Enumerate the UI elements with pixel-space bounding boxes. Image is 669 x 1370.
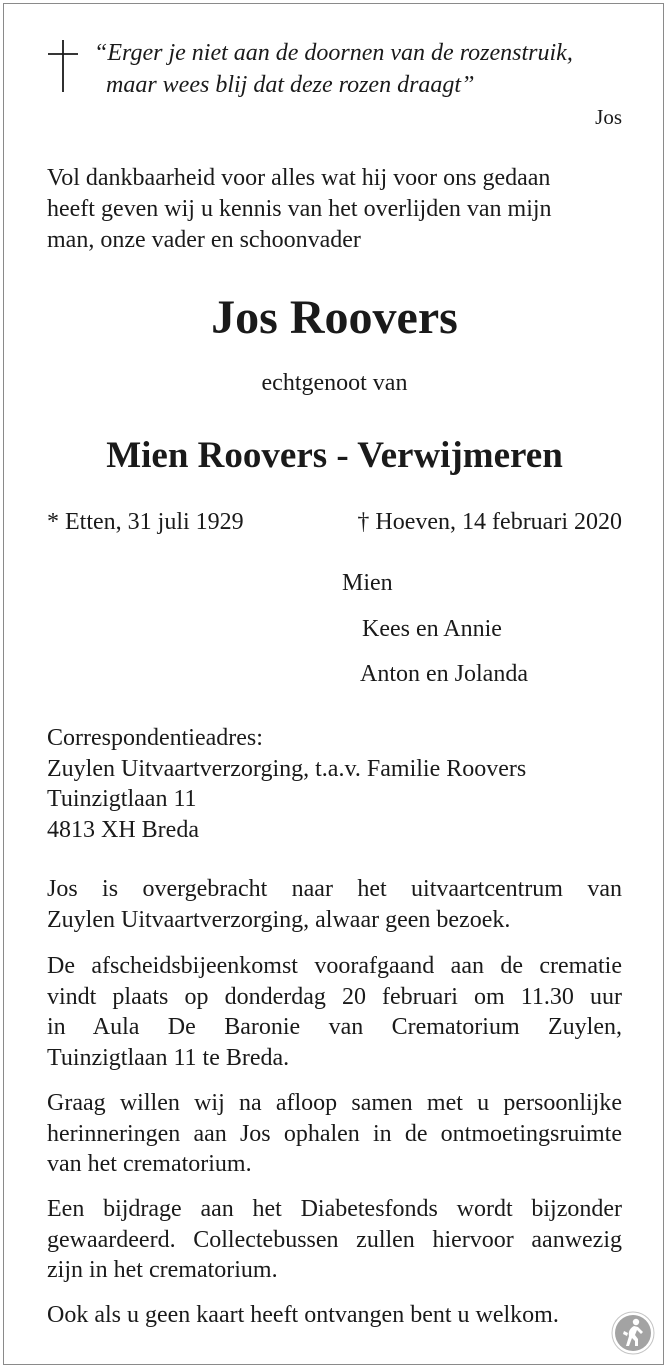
paragraph-line: Tuinzigtlaan 11 te Breda. bbox=[47, 1044, 290, 1071]
paragraph-transfer bbox=[47, 874, 622, 935]
paragraph-line: Graag willen wij na afloop samen met u persoonlijke bbox=[47, 1090, 622, 1116]
paragraph-ceremony bbox=[47, 951, 622, 1073]
paragraph-line: zijn in het crematorium. bbox=[47, 1257, 278, 1283]
address-line-3: 4813 XH Breda bbox=[47, 816, 199, 843]
spouse-name: Mien Roovers - Verwijmeren bbox=[106, 435, 563, 476]
address-label: Correspondentieadres: bbox=[47, 725, 263, 751]
paragraph-line: Jos is overgebracht naar het uitvaartcentrum van bbox=[47, 876, 622, 902]
correspondence-address bbox=[47, 723, 526, 845]
paragraph-line: Ook als u geen kaart heeft ontvangen bent u welkom. bbox=[47, 1302, 559, 1328]
relation-label: echtgenoot van bbox=[261, 370, 408, 396]
birth-info: * Etten, 31 juli 1929 bbox=[47, 509, 244, 535]
intro-text bbox=[47, 163, 622, 256]
deceased-name: Jos Roovers bbox=[211, 291, 458, 344]
family-member: Anton en Jolanda bbox=[360, 661, 528, 687]
quote-line-1: “Erger je niet aan de doornen van de rozenstruik, bbox=[94, 40, 573, 66]
paragraph-welcome bbox=[47, 1300, 622, 1331]
paragraph-line: in Aula De Baronie van Crematorium Zuylen, bbox=[47, 1014, 622, 1040]
memorial-quote bbox=[94, 37, 573, 101]
paragraph-memories bbox=[47, 1088, 622, 1180]
intro-line-3: man, onze vader en schoonvader bbox=[47, 227, 361, 253]
family-member: Kees en Annie bbox=[362, 616, 502, 642]
paragraph-line: Een bijdrage aan het Diabetesfonds wordt bijzonder bbox=[47, 1196, 622, 1222]
address-line-2: Tuinzigtlaan 11 bbox=[47, 786, 197, 812]
memorial-figure-icon bbox=[611, 1311, 655, 1355]
quote-author: Jos bbox=[595, 105, 622, 129]
intro-line-2: heeft geven wij u kennis van het overlijden van mijn bbox=[47, 196, 552, 222]
death-info: † Hoeven, 14 februari 2020 bbox=[357, 509, 622, 535]
family-member: Mien bbox=[342, 570, 393, 596]
intro-line-1: Vol dankbaarheid voor alles wat hij voor ons gedaan bbox=[47, 165, 551, 191]
address-line-1: Zuylen Uitvaartverzorging, t.a.v. Familie Roovers bbox=[47, 755, 527, 782]
cross-icon bbox=[48, 40, 78, 92]
paragraph-line: van het crematorium. bbox=[47, 1151, 252, 1177]
paragraph-line: gewaardeerd. Collectebussen zullen hiervoor aanwezig bbox=[47, 1226, 622, 1253]
paragraph-line: De afscheidsbijeenkomst voorafgaand aan de crematie bbox=[47, 953, 622, 979]
paragraph-line: Zuylen Uitvaartverzorging, alwaar geen bezoek. bbox=[47, 906, 511, 933]
paragraph-donation bbox=[47, 1194, 622, 1286]
quote-line-2: maar wees blij dat deze rozen draagt” bbox=[106, 72, 475, 98]
paragraph-line: herinneringen aan Jos ophalen in de ontmoetingsruimte bbox=[47, 1120, 622, 1147]
paragraph-line: vindt plaats op donderdag 20 februari om 11.30 uur bbox=[47, 983, 622, 1010]
